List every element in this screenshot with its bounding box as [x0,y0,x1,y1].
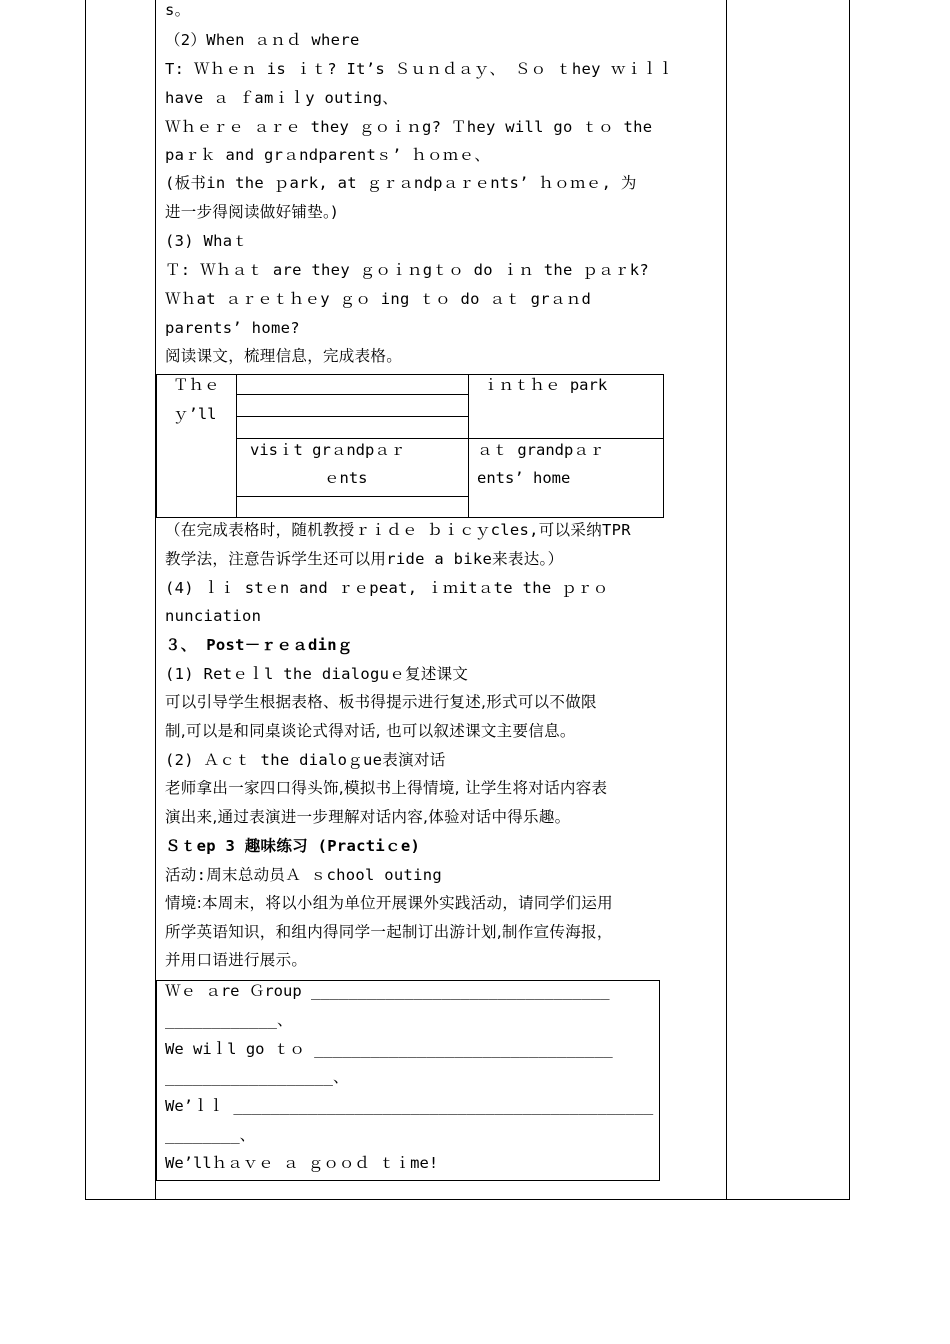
subject-cell: ｙ’ll [173,405,217,423]
text-line: parents’ home? [165,319,300,337]
text-line: (2) Ａｃｔ the dialoｇue表演对话 [165,751,446,769]
table-rule [236,394,468,395]
text-line: 制,可以是和同桌谈论式得对话, 也可以叙述课文主要信息。 [165,722,576,740]
text-line: nunciation [165,607,262,625]
table-rule [236,416,468,417]
text-line: (3) Whaｔ [165,232,249,250]
text-line: （在完成表格时，随机教授ｒｉｄｅ ｂｉｃｙcles,可以采纳TPR [165,521,631,539]
plan-line: ________、 [165,1126,256,1144]
text-line: Ｔ: Ｗｈａｔ are they ｇｏｉｎgｔｏ do ｉｎ the ｐａｒk? [165,261,649,279]
text-line: (1) Retｅｌl the dialoguｅ复述课文 [165,665,469,683]
section-heading: ３、 Post－ｒｅａdinｇ [165,636,353,654]
text-line: 阅读课文，梳理信息，完成表格。 [165,347,403,365]
plan-line: ____________、 [165,1011,293,1029]
plan-line: __________________、 [165,1068,349,1086]
table-rule [236,496,468,497]
plan-line: We wiｌl go ｔｏ ________________________________ [165,1040,613,1058]
visit-cell: visｉt grａndpａｒ [250,441,406,459]
table-divider [468,375,469,517]
text-line: 演出来,通过表演进一步理解对话内容,体验对话中得乐趣。 [165,808,571,826]
text-line: Ｗｈｅｒｅ ａｒｅ they ｇｏｉｎg? Ｔhey will go ｔｏ the [165,118,653,136]
text-line: (板书in the ｐark, at ｇｒａndpａｒｅnts’ ｈｏｍｅ, 为 [165,174,637,192]
text-line: 教学法，注意告诉学生还可以用ride a bike来表达。） [165,550,564,568]
home-cell: ａｔ grandpａｒ [477,441,605,459]
subject-cell: Ｔｈｅ [173,376,220,394]
plan-line: We’llｈａｖｅ ａ ｇｏｏｄ ｔｉme! [165,1154,439,1172]
text-line: 所学英语知识，和组内得同学一起制订出游计划,制作宣传海报， [165,923,613,941]
text-line: 活动:周末总动员Ａ ｓchool outing [165,866,443,884]
visit-cell: ｅnts [324,469,368,487]
text-line: （2）When ａｎｄ where [165,31,360,49]
outing-plan-box [156,980,660,1181]
text-line: paｒｋ and grａndparentｓ’ ｈｏｍｅ、 [165,146,491,164]
text-line: 情境:本周末，将以小组为单位开展课外实践活动，请同学们运用 [165,894,613,912]
reading-table [156,374,664,518]
text-line: T: Ｗｈｅｎ is ｉｔ? It’s Ｓｕｎｄａｙ、 Ｓｏ ｔhey ｗｉｌｌ [165,60,674,78]
plan-line: We’ｌｌ _____________________________________________ [165,1097,654,1115]
home-cell: ents’ home [477,469,571,487]
text-line: have ａ ｆamｉｌy outing、 [165,89,399,107]
text-line: 可以引导学生根据表格、板书得提示进行复述,形式可以不做限 [165,693,597,711]
text-line: 并用口语进行展示。 [165,951,308,969]
text-line: 进一步得阅读做好铺垫。) [165,203,338,221]
text-line: s。 [165,1,191,19]
text-line: Ｗｈat ａｒｅｔｈｅy ｇｏ ing ｔｏ do ａｔ grａｎd [165,290,592,308]
step-heading: Ｓｔep 3 趣味练习 (Practiｃe) [165,837,421,855]
park-cell: ｉｎｔｈｅ park [483,376,608,394]
plan-line: Ｗｅ ａre Ｇroup ________________________________ [165,982,610,1000]
text-line: (4) ｌｉ stｅn and ｒｅpeat, ｉｍitａte the ｐｒｏ [165,579,609,597]
column-divider-right [726,0,727,1200]
text-line: 老师拿出一家四口得头饰,模拟书上得情境, 让学生将对话内容表 [165,779,608,797]
